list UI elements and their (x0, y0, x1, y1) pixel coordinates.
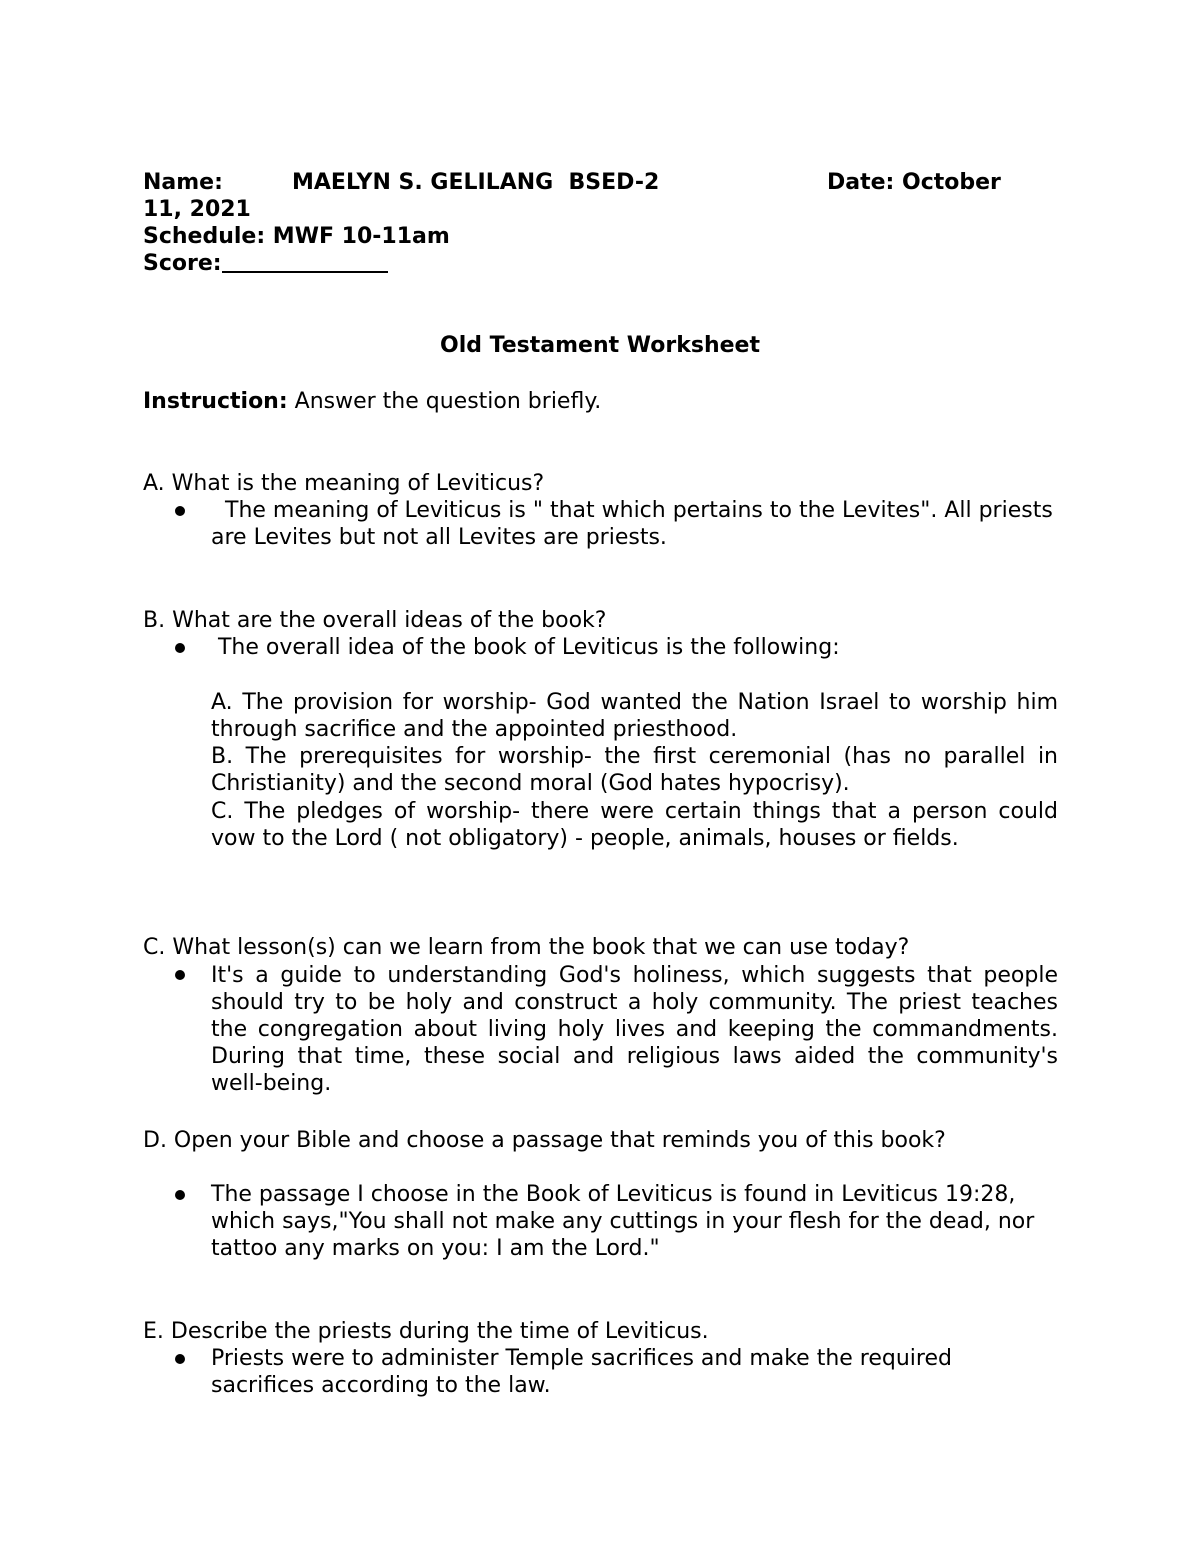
bullet-icon (175, 1354, 185, 1364)
question-d: D. Open your Bible and choose a passage that reminds you of this book? (143, 1128, 946, 1153)
date-label: Date: October (827, 170, 1001, 195)
bullet-icon (175, 970, 185, 980)
question-b: B. What are the overall ideas of the book? (143, 608, 607, 633)
bullet-icon (175, 643, 185, 653)
score-line (143, 250, 1058, 277)
answer-b: The overall idea of the book of Leviticus is the following: (211, 635, 840, 660)
name-label: Name: (143, 170, 223, 195)
answer-e: Priests were to administer Temple sacrifices and make the required sacrifices according to the law. (211, 1346, 952, 1398)
bullet-icon (175, 506, 185, 516)
instruction (143, 388, 1058, 415)
header (143, 169, 1058, 277)
name-date-line (143, 169, 1058, 196)
answer-a: The meaning of Leviticus is " that which pertains to the Levites". All priests are Levites but not all Levites are priests. (211, 498, 1060, 550)
student-name: MAELYN S. GELILANG BSED-2 (292, 170, 660, 195)
score-blank (222, 250, 388, 273)
overall-idea-a: A. The provision for worship- God wanted the Nation Israel to worship him through sacrifice and the appointed priesthood. (211, 690, 1058, 742)
instruction-text: Answer the question briefly. (287, 389, 602, 414)
answer-c: It's a guide to understanding God's holiness, which suggests that people should try to be holy and construct a holy community. The priest teaches the congregation about living holy lives and keeping the commandments. During that time, these social and religious laws aided the community's well-being. (211, 963, 1058, 1096)
question-e: E. Describe the priests during the time of Leviticus. (143, 1319, 709, 1344)
bullet-icon (175, 1190, 185, 1200)
answer-d: The passage I choose in the Book of Leviticus is found in Leviticus 19:28, which says,"You shall not make any cuttings in your flesh for the dead, nor tattoo any marks on you: I am the Lord." (211, 1182, 1035, 1261)
score-label: Score: (143, 251, 222, 276)
schedule: Schedule: MWF 10-11am (143, 224, 450, 249)
page-title: Old Testament Worksheet (440, 333, 760, 358)
instruction-label: Instruction: (143, 389, 288, 414)
question-c: C. What lesson(s) can we learn from the book that we can use today? (143, 935, 910, 960)
date-continuation: 11, 2021 (143, 197, 251, 222)
overall-idea-c: C. The pledges of worship- there were certain things that a person could vow to the Lord ( not obligatory) - people, animals, houses or fields. (211, 799, 1058, 851)
question-a: A. What is the meaning of Leviticus? (143, 471, 545, 496)
overall-idea-b: B. The prerequisites for worship- the first ceremonial (has no parallel in Christianity) and the second moral (God hates hypocrisy). (211, 744, 1058, 796)
